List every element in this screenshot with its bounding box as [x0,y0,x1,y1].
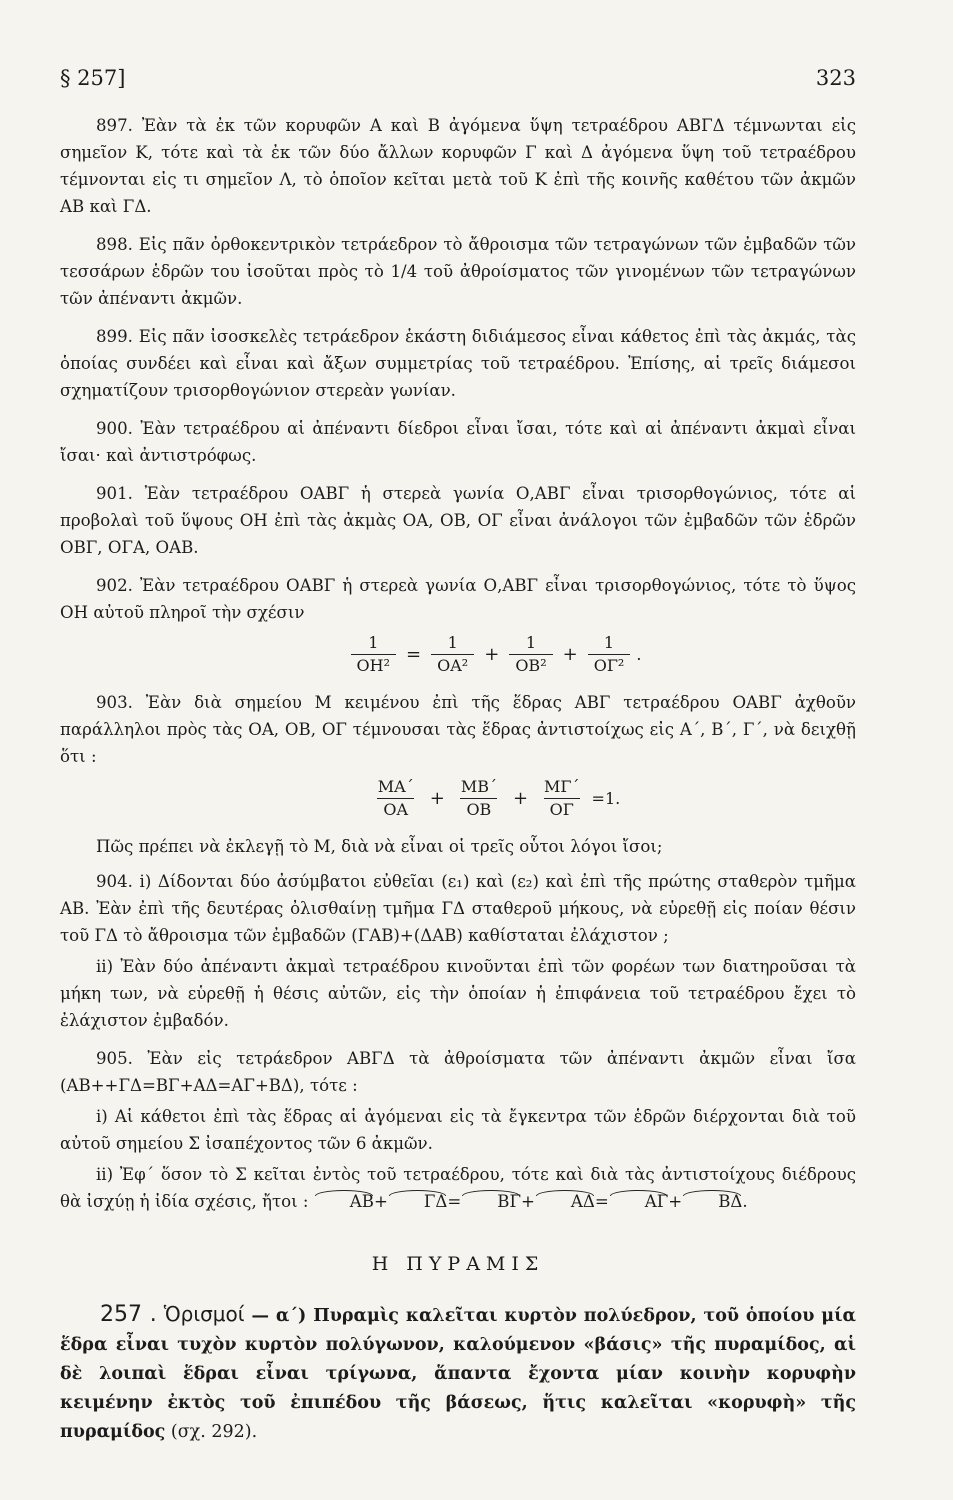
problem-898: 898. Εἰς πᾶν ὀρθοκεντρικὸν τετράεδρον τὸ ἄθροισμα τῶν τετραγώνων τῶν ἐμβαδῶν τῶν τεσσάρων ἑδρῶν του ἰσοῦται πρὸς τὸ 1/4 τοῦ ἀθροίσματος τῶν γινομένων τῶν τετραγώνων τῶν ἀπέναντι ἀκμῶν. [60,235,856,308]
problem-905-ii: ii) Ἐφ΄ ὅσον τὸ Σ κεῖται ἐντὸς τοῦ τετραέδρου, τότε καὶ διὰ τὰς ἀντιστοίχους διέδρους θὰ ἰσχύῃ ἡ ἰδία σχέσις, ἤτοι : ΑΒ+ ΓΔ= ΒΓ+ ΑΔ= ΑΓ+ ΒΔ. [60,1161,856,1215]
fraction-mg: $\frac{M\Gamma΄}{O\Gamma}$ [544,777,580,819]
fraction-oa: $\frac{1}{\text{ΟΑ²}}$ [431,632,474,677]
figure-reference: (σχ. 292). [165,1422,258,1442]
page-header [60,66,856,90]
problem-904-ii: ii) Ἐὰν δύο ἀπέναντι ἀκμαὶ τετραέδρου κινοῦνται ἐπὶ τῶν φορέων των διατηροῦσαι τὰ μήκη των, νὰ εὑρεθῇ ἡ θέσις αὐτῶν, εἰς τὴν ὁποίαν ἡ ἐπιφάνεια τοῦ τετραέδρου ἔχει τὸ ἐλάχιστον ἐμβαδόν. [60,957,856,1030]
problem-903-question: Πῶς πρέπει νὰ ἐκλεγῇ τὸ Μ, διὰ νὰ εἶναι οἱ τρεῖς οὗτοι λόγοι ἴσοι; [96,837,663,856]
article-number: 257 . [100,1302,157,1327]
plus-sign: + [562,644,578,665]
equation-rhs: =1. [591,789,621,808]
fraction-mb: $\frac{MB΄}{OB}$ [460,777,497,819]
equation-902 [130,632,856,677]
problem-905-i: i) Αἱ κάθετοι ἐπὶ τὰς ἕδρας αἱ ἀγόμεναι εἰς τὰ ἔγκεντρα τῶν ἑδρῶν διέρχονται διὰ τοῦ αὐτοῦ σημείου Σ ἰσαπέχοντος τῶν 6 ἀκμῶν. [60,1107,856,1153]
problem-900: 900. Ἐὰν τετραέδρου αἱ ἀπέναντι δίεδροι εἶναι ἴσαι, τότε καὶ αἱ ἀπέναντι ἀκμαὶ εἶναι ἴσαι· καὶ ἀντιστρόφως. [60,419,856,465]
definitions-heading: Ὁρισμοί [163,1302,245,1326]
page-content [60,112,856,1447]
problem-897: 897. Ἐὰν τὰ ἐκ τῶν κορυφῶν Α καὶ Β ἀγόμενα ὕψη τετραέδρου ΑΒΓΔ τέμνωνται εἰς σημεῖον Κ, τότε καὶ τὰ ἐκ τῶν δύο ἄλλων κορυφῶν Γ καὶ Δ ἀγόμενα ὕψη τοῦ τετραέδρου τέμνονται εἰς τι σημεῖον Λ, τὸ ὁποῖον κεῖται μετὰ τοῦ Κ ἐπὶ τῆς κοινῆς καθέτου τῶν ἀκμῶν ΑΒ καὶ ΓΔ. [60,116,856,216]
definition-text: — α΄) Πυραμὶς καλεῖται κυρτὸν πολύεδρον, τοῦ ὁποίου μία ἕδρα εἶναι τυχὸν κυρτὸν πολύγωνον, καλούμενον «βάσις» τῆς πυραμίδος, αἱ δὲ λοιπαὶ ἕδραι εἶναι τρίγωνα, ἅπαντα ἔχοντα μίαν κοινὴν κορυφὴν κειμένην ἐκτὸς τοῦ ἐπιπέδου τῆς βάσεως, ἥτις καλεῖται «κορυφὴ» τῆς πυραμίδος [60,1306,857,1442]
fraction-ma: $\frac{MA΄}{OA}$ [377,777,414,819]
fraction-lhs: $\frac{1}{\text{ΟΗ²}}$ [351,632,396,677]
plus-sign: + [484,644,500,665]
section-title: Η ΠΥΡΑΜΙΣ [371,1253,545,1275]
problem-899: 899. Εἰς πᾶν ἰσοσκελὲς τετράεδρον ἑκάστη διδιάμεσος εἶναι κάθετος ἐπὶ τὰς ἀκμάς, τὰς ὁποίας συνδέει καὶ εἶναι καὶ ἄξων συμμετρίας τοῦ τετραέδρου. Ἐπίσης, αἱ τρεῖς διάμεσοι σχηματίζουν τρισορθογώνιον στερεὰν γωνίαν. [60,327,856,400]
fraction-og: $\frac{1}{\text{ΟΓ²}}$ [588,632,631,677]
page-number: 323 [815,66,856,90]
dihedral-relation: ΑΒ+ ΓΔ= ΒΓ+ ΑΔ= ΑΓ+ ΒΔ. [314,1192,748,1211]
equals-sign: = [406,644,422,665]
problem-901: 901. Ἐὰν τετραέδρου ΟΑΒΓ ἡ στερεὰ γωνία Ο,ΑΒΓ εἶναι τρισορθογώνιος, τότε αἱ προβολαὶ τοῦ ὕψους ΟΗ ἐπὶ τὰς ἀκμὰς ΟΑ, ΟΒ, ΟΓ εἶναι ἀνάλογοι τῶν ἐμβαδῶν τῶν ἑδρῶν ΟΒΓ, ΟΓΑ, ΟΑΒ. [60,484,856,557]
problem-903: 903. Ἐὰν διὰ σημείου Μ κειμένου ἐπὶ τῆς ἕδρας ΑΒΓ τετραέδρου ΟΑΒΓ ἀχθοῦν παράλληλοι πρὸς τὰς ΟΑ, ΟΒ, ΟΓ τέμνουσαι τὰς ἕδρας ἀντιστοίχως εἰς Α΄, Β΄, Γ΄, νὰ δειχθῇ ὅτι : [60,693,856,766]
definitions-paragraph [60,1300,856,1447]
problem-904-i: 904. i) Δίδονται δύο ἀσύμβατοι εὐθεῖαι (ε₁) καὶ (ε₂) καὶ ἐπὶ τῆς πρώτης σταθερὸν τμῆμα ΑΒ. Ἐὰν ἐπὶ τῆς δευτέρας ὀλισθαίνῃ τμῆμα ΓΔ σταθεροῦ μήκους, νὰ εὑρεθῇ εἰς ποίαν θέσιν τοῦ ΓΔ τὸ ἄθροισμα τῶν ἐμβαδῶν (ΓΑΒ)+(ΔΑΒ) καθίσταται ἐλάχιστον ; [60,872,856,945]
section-reference: § 257] [60,66,126,90]
fraction-ob: $\frac{1}{\text{ΟΒ²}}$ [509,632,552,677]
problem-905: 905. Ἐὰν εἰς τετράεδρον ΑΒΓΔ τὰ ἀθροίσματα τῶν ἀπέναντι ἀκμῶν εἶναι ἴσα (ΑΒ++ΓΔ=ΒΓ+ΑΔ=ΑΓ+ΒΔ), τότε : [60,1049,856,1095]
plus-sign: + [429,788,445,809]
plus-sign: + [512,788,529,809]
equation-903 [130,776,856,821]
problem-902: 902. Ἐὰν τετραέδρου ΟΑΒΓ ἡ στερεὰ γωνία Ο,ΑΒΓ εἶναι τρισορθογώνιος, τότε τὸ ὕψος ΟΗ αὐτοῦ πληροῖ τὴν σχέσιν [60,576,856,622]
equation-end: . [636,645,642,664]
